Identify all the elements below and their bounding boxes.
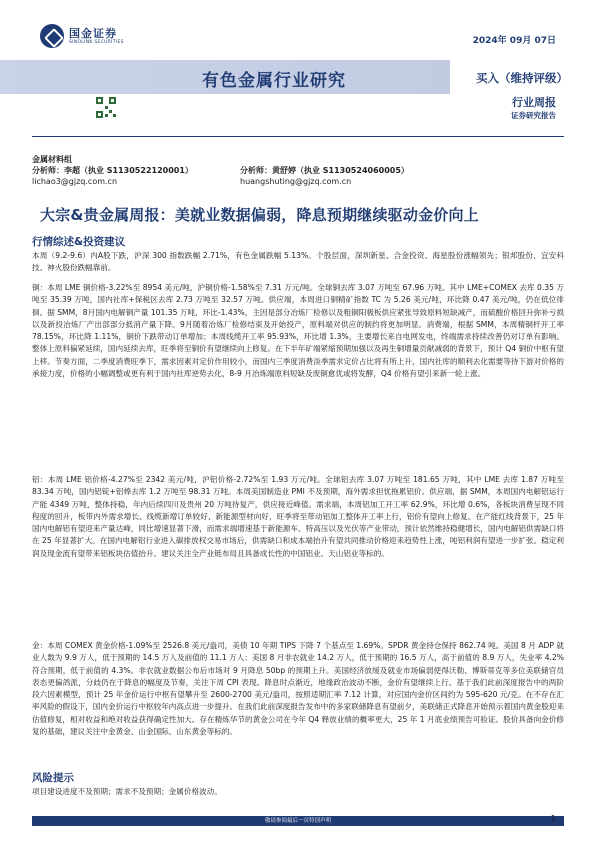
headline: 大宗&贵金属周报：美就业数据偏弱，降息预期继续驱动金价向上	[40, 206, 479, 224]
section-title-summary: 行情综述&投资建议	[32, 236, 126, 248]
header-divider	[32, 136, 564, 137]
qr-code-icon	[95, 96, 117, 120]
footer-bar	[32, 816, 564, 826]
paragraph-gold: 金：本周 COMEX 黄金价格-1.09%至 2526.8 美元/盎司，美债 10 年期 TIPS 下降 7 个基点至 1.69%。SPDR 黄金持仓保持 862.74 吨。美国 8 月 ADP 就业人数为 9.9 万人，低于预期的 14.5 万人及前值的 11.1 万人；美国 8 月非农就业 14.2 万人，低于预期的 16.5 万人，高于前值的 8.9 万人，失业率 4.2%符合预期，低于前值的 4.3%。非农就业数据公布后市场对 9 月降息 50bp 的预期上升。美国经济放缓及就业市场偏弱使得沃勒、博斯蒂克等多位美联储官员表态更偏鸽派，分歧仍在于降息的幅度及节奏，关注下周 CPI 表现。降息时点渐近，地缘政治波动不断，金价有望继续上行。基于我们此前深度报告中的两阶段六因素模型，预计 25 年金价运行中枢有望攀升至 2600-2700 美元/盎司，按照适期汇率 7.12 计算，对应国内金价区间约为 595-620 元/克。在不存在汇率风险的假设下，国内金价运行中枢较年内高点进一步提升。在我们此前深度报告发布中的多家联储降息有望前夕，美联储正式降息开始预示着国内黄金股迎来估值修复，相对收益和绝对收益获得确定性加大。存在精炼华节的黄金公司在今年 Q4 释放业绩的概率更大，25 年 1 月底业绩预告可验证。股价具备向金价修复的基础，建议关注中金黄金、山金国际、山东黄金等标的。	[32, 641, 564, 737]
title-banner	[0, 60, 596, 122]
analyst-block	[32, 154, 564, 187]
analyst-2: 分析师：黄舒婷（执业 S1130524060005）	[240, 166, 409, 175]
report-title: 有色金属行业研究	[202, 71, 346, 91]
page-number: 1	[550, 814, 556, 823]
paragraph-aluminum: 铝：本周 LME 铝价格-4.27%至 2342 美元/吨，沪铝价格-2.72%至 1.93 万元/吨。全球铝去库 3.07 万吨至 181.65 万吨，其中 LME 去库 1.87 万吨至 83.34 万吨，国内铝锭+铝棒去库 1.2 万吨至 98.31 万吨。本周美国制造业 PMI 不及预期，海外需求担忧拖累铝价。供应端，据 SMM，本周国内电解铝运行产能 4349 万吨，整体持稳，年内后续四川及贵州 20 万吨待复产，供应接近峰值。需求端，本周铝加工开工率 62.9%，环比增 0.6%，各板块消费呈现不同程度的回升，板带内外需求增长、线缆新增订单较好、新能源型材向好，旺季将至带动铝加工整体开工率上行，铝价有望向上修复。在产能红线背景下，25 年国内电解铝有望迎来产量达峰，同比增速显著下滑，而需求端增速基于新能源车、特高压以及光伏等产业带动，预计依然维持稳健增长，国内电解铝供需缺口将在 25 年显著扩大。在国内电解铝行业进入碳排放权交易市场后，供需缺口和成本端抬升有望共同推动价格迎来趋势性上涨，吨铝利润有望进一步扩张。稳定利润及现金流有望带来铝板块估值抬升。建议关注全产业链布局且具备成长性的中国铝业、天山铝业等标的。	[32, 475, 564, 558]
analyst-1-email[interactable]: lichao3@gjzq.com.cn	[32, 177, 118, 186]
section-title-risk: 风险提示	[32, 772, 74, 784]
paragraph-market: 本周（9.2-9.6）内A股下跌，沪深 300 指数跌幅 2.71%，有色金属跌幅 5.13%。个股层面，深圳新星、合金投资、海星股份涨幅领先；银邦股份、宜安科技、神火股份跌幅靠前。	[32, 251, 564, 273]
logo-mark-icon	[40, 24, 64, 48]
rating: 买入（维持评级）	[476, 71, 568, 85]
top-bar	[0, 24, 596, 54]
report-subtype: 证券研究报告	[511, 111, 556, 120]
paragraph-risk: 项目建设进度不及预期；需求不及预期；金属价格波动。	[32, 787, 222, 796]
report-type: 行业周报	[512, 96, 556, 109]
report-date: 2024年 09月 07日	[472, 36, 556, 46]
company-logo	[40, 24, 124, 48]
logo-name-en: SINOLINK SECURITIES	[69, 39, 124, 45]
logo-name-cn: 国金证券	[69, 26, 117, 40]
analyst-1: 分析师：李超（执业 S1130522120001）	[32, 166, 193, 175]
analyst-2-email[interactable]: huangshuting@gjzq.com.cn	[240, 177, 352, 186]
paragraph-copper: 铜：本周 LME 铜价格-3.22%至 8954 美元/吨，沪铜价格-1.58%至 7.31 万元/吨。全球铜去库 3.07 万吨至 67.96 万吨。其中 LME+COMEX 去库 0.35 万吨至 35.39 万吨，国内社库+保税区去库 2.73 万吨至 32.57 万吨。供应端，本周进口铜精矿指数 TC 为 5.26 美元/吨，环比降 0.47 美元/吨，仍在低位徘徊。据 SMM，8月国内电解铜产量 101.35 万吨，环比-1.43%，主因是部分冶炼厂检修以及粗铜阳极板供应紧张导致原料短缺减产，而硫酸价格回升弥补亏损以及新投冶炼厂产出部部分抵消产量下降。9月随着冶炼厂检修结束及开始投产，原料端对供应的制约将更加明显。消费端，根据 SMM，本周精铜杆开工率 78.15%，环比降 1.11%，铜价下跌带动订单增加；本周线缆开工率 95.93%，环比增 1.3%，主要增长来自电网发电，终端需求持续改善仍对订单有影响。整体上原料偏紧延续，国内延续去库，旺季将至铜价有望继续向上修复。在下半年矿端紧缩预期加强以及再生铜增量贡献减弱的背景下，预计 Q4 铜价中枢有望上移。节奏方面，二季度消费旺季下，需求因素对定价作用较小，而国内三季度消费淡季需求定价占比将有所上升，国内社库的顺利去化需要等待下游对价格的承接力度，价格的小幅调整或更有利于国内社库逆势去化，8-9 月冶炼端原料短缺及废铜愈优或将发酵，Q4 价格有望引来新一轮上涨。	[32, 283, 565, 379]
footer-disclaimer[interactable]: 敬请参阅最后一页特别声明	[264, 818, 331, 824]
research-group: 金属材料组	[32, 155, 72, 164]
